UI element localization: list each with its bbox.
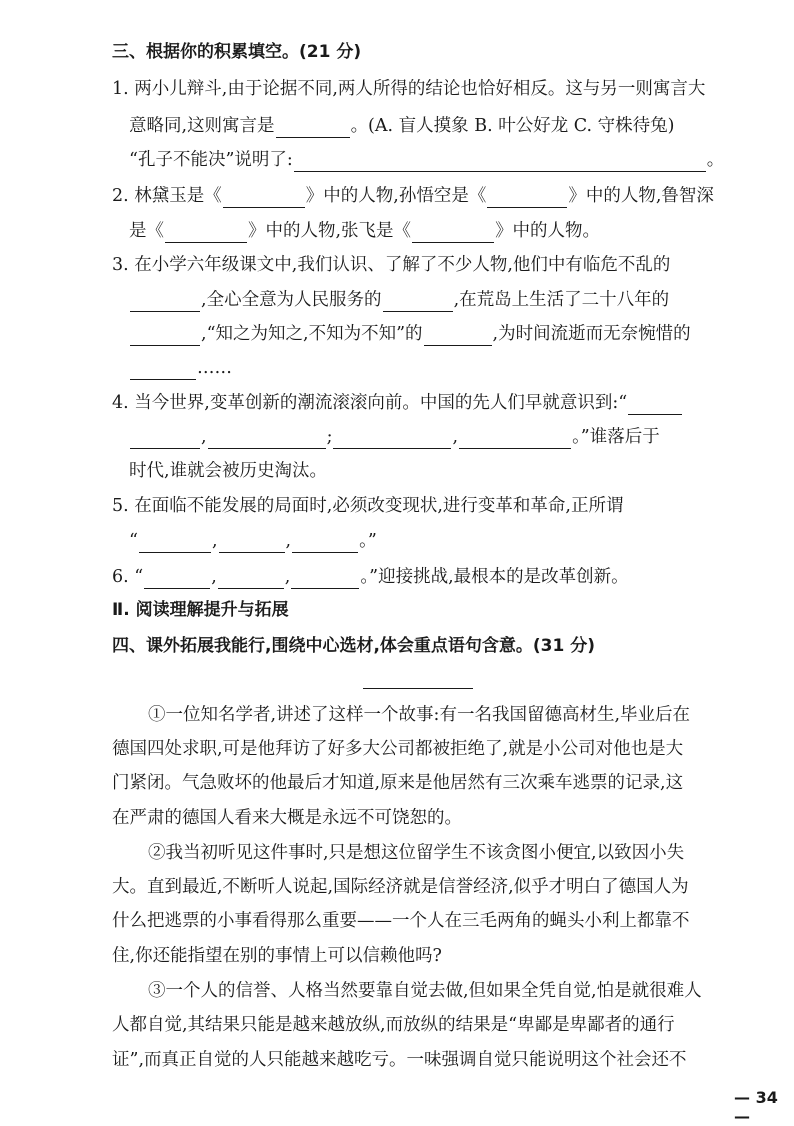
q5-blank-3[interactable] (292, 534, 358, 553)
q3-blank-4[interactable] (424, 327, 492, 346)
story-p1-line1 (148, 703, 724, 727)
q2-zhangfei-blank[interactable] (412, 224, 494, 243)
q5-comma-1: , (211, 531, 218, 551)
q1-text2b: 。(A. 盲人摸象 B. 叶公好龙 C. 守株待兔) (350, 116, 675, 136)
q4-semicolon: ; (326, 427, 333, 447)
q3-text1: 3. 在小学六年级课文中,我们认识、了解了不少人物,他们中有临危不乱的 (112, 255, 671, 275)
story-text: 在严肃的德国人看来大概是永远不可饶恕的。 (112, 808, 462, 828)
story-text: ③一个人的信誉、人格当然要靠自觉去做,但如果全凭自觉,怕是就很难人 (148, 981, 702, 1001)
q5-blank-2[interactable] (219, 534, 285, 553)
q3-blank-5[interactable] (130, 361, 196, 380)
q1-text3b: 。 (706, 150, 725, 170)
q2-wukong-blank[interactable] (487, 189, 567, 208)
q2-text1b: 》中的人物,孙悟空是《 (305, 186, 487, 206)
q1-line2 (129, 114, 674, 138)
q6-blank-2[interactable] (218, 570, 284, 589)
q3-text3b: ,为时间流逝而无奈惋惜的 (492, 324, 691, 344)
story-text: 住,你还能指望在别的事情上可以信赖他吗? (112, 946, 442, 966)
q6-line1 (112, 565, 629, 589)
q1-text1: 1. 两小儿辩斗,由于论据不同,两人所得的结论也恰好相反。这与另一则寓言大 (112, 79, 706, 99)
q4-line1 (112, 391, 683, 415)
part2-heading (112, 598, 289, 622)
q3-line2 (129, 288, 669, 312)
q6-comma-2: , (284, 567, 291, 587)
section3-heading (112, 40, 361, 64)
q4-blank-3[interactable] (208, 430, 326, 449)
q6-prefix: 6. “ (112, 567, 144, 587)
q3-line1 (112, 253, 670, 277)
q5-comma-2: , (285, 531, 292, 551)
story-title-blank[interactable] (363, 688, 473, 689)
story-p2-line1 (148, 841, 684, 865)
q6-suffix: 。”迎接挑战,最根本的是改革创新。 (360, 567, 629, 587)
section4-heading (112, 634, 595, 658)
q3-line3 (129, 322, 691, 346)
q3-blank-2[interactable] (383, 293, 453, 312)
story-p2-line3 (112, 909, 690, 933)
section3-heading-text: 三、根据你的积累填空。(21 分) (112, 42, 362, 62)
q3-blank-1[interactable] (130, 293, 200, 312)
story-p1-line4 (112, 806, 462, 830)
q4-blank-1[interactable] (628, 396, 682, 415)
q4-blank-5[interactable] (459, 430, 571, 449)
q2-text1a: 2. 林黛玉是《 (112, 186, 222, 206)
q4-line2 (129, 425, 660, 449)
q3-blank-3[interactable] (130, 327, 200, 346)
story-text: 什么把逃票的小事看得那么重要——一个人在三毛两角的蝇头小利上都靠不 (112, 911, 690, 931)
story-text: ②我当初听见这件事时,只是想这位留学生不该贪图小便宜,以致因小失 (148, 843, 685, 863)
q3-text2b: ,在荒岛上生活了二十八年的 (453, 290, 670, 310)
q3-line4 (129, 356, 232, 380)
q2-zhishen-blank[interactable] (165, 224, 247, 243)
q1-line3 (129, 148, 724, 172)
part2-heading-text: Ⅱ. 阅读理解提升与拓展 (112, 600, 289, 620)
story-p3-line2 (112, 1013, 675, 1037)
q2-text2c: 》中的人物。 (495, 221, 601, 241)
q2-line2 (129, 219, 600, 243)
q4-comma-2: , (452, 427, 459, 447)
q1-explain-blank[interactable] (294, 153, 706, 172)
q5-close-quote: 。” (359, 531, 377, 551)
story-p1-line2 (112, 737, 683, 761)
q4-text3: 时代,谁就会被历史淘汰。 (129, 461, 328, 481)
q6-comma-1: , (211, 567, 217, 587)
story-p2-line2 (112, 875, 689, 899)
q4-blank-2[interactable] (130, 430, 200, 449)
q3-text3a: ,“知之为知之,不知为不知”的 (201, 324, 423, 344)
q3-text4: …… (197, 358, 232, 378)
story-p2-line4 (112, 944, 442, 968)
q1-text2a: 意略同,这则寓言是 (129, 116, 275, 136)
page-number: — 34 — (734, 1088, 778, 1126)
q3-text2a: ,全心全意为人民服务的 (201, 290, 382, 310)
story-p1-line3 (112, 771, 683, 795)
q1-line1 (112, 77, 718, 101)
q1-text3a: “孔子不能决”说明了: (129, 150, 293, 170)
q2-daiyu-blank[interactable] (223, 189, 305, 208)
story-text: 证”,而真正自觉的人只能越来越吃亏。一味强调自觉只能说明这个社会还不 (112, 1050, 687, 1070)
story-p3-line3 (112, 1048, 687, 1072)
story-text: ①一位知名学者,讲述了这样一个故事:有一名我国留德高材生,毕业后在 (148, 705, 691, 725)
q6-blank-3[interactable] (291, 570, 359, 589)
q5-blank-1[interactable] (139, 534, 211, 553)
story-text: 人都自觉,其结果只能是越来越放纵,而放纵的结果是“卑鄙是卑鄙者的通行 (112, 1015, 675, 1035)
story-text: 德国四处求职,可是他拜访了好多大公司都被拒绝了,就是小公司对他也是大 (112, 739, 684, 759)
q2-text1c: 》中的人物,鲁智深 (568, 186, 714, 206)
q4-text2end: 。”谁落后于 (572, 427, 660, 447)
q4-comma-1: , (201, 427, 207, 447)
q4-blank-4[interactable] (333, 430, 451, 449)
q2-text2b: 》中的人物,张飞是《 (248, 221, 412, 241)
q5-text1: 5. 在面临不能发展的局面时,必须改变现状,进行变革和革命,正所谓 (112, 496, 624, 516)
q4-text1: 4. 当今世界,变革创新的潮流滚滚向前。中国的先人们早就意识到:“ (112, 393, 628, 413)
q2-text2a: 是《 (129, 221, 164, 241)
section4-heading-text: 四、课外拓展我能行,围绕中心选材,体会重点语句含意。(31 分) (112, 636, 596, 656)
q5-line1 (112, 494, 623, 518)
story-text: 门紧闭。气急败坏的他最后才知道,原来是他居然有三次乘车逃票的记录,这 (112, 773, 684, 793)
q5-open-quote: “ (129, 531, 138, 551)
q4-line3 (129, 459, 327, 483)
story-p3-line1 (148, 979, 702, 1003)
q2-line1 (112, 184, 714, 208)
q1-fable-blank[interactable] (276, 119, 350, 138)
story-text: 大。直到最近,不断听人说起,国际经济就是信誉经济,似乎才明白了德国人为 (112, 877, 689, 897)
q5-line2 (129, 529, 377, 553)
q6-blank-1[interactable] (144, 570, 210, 589)
